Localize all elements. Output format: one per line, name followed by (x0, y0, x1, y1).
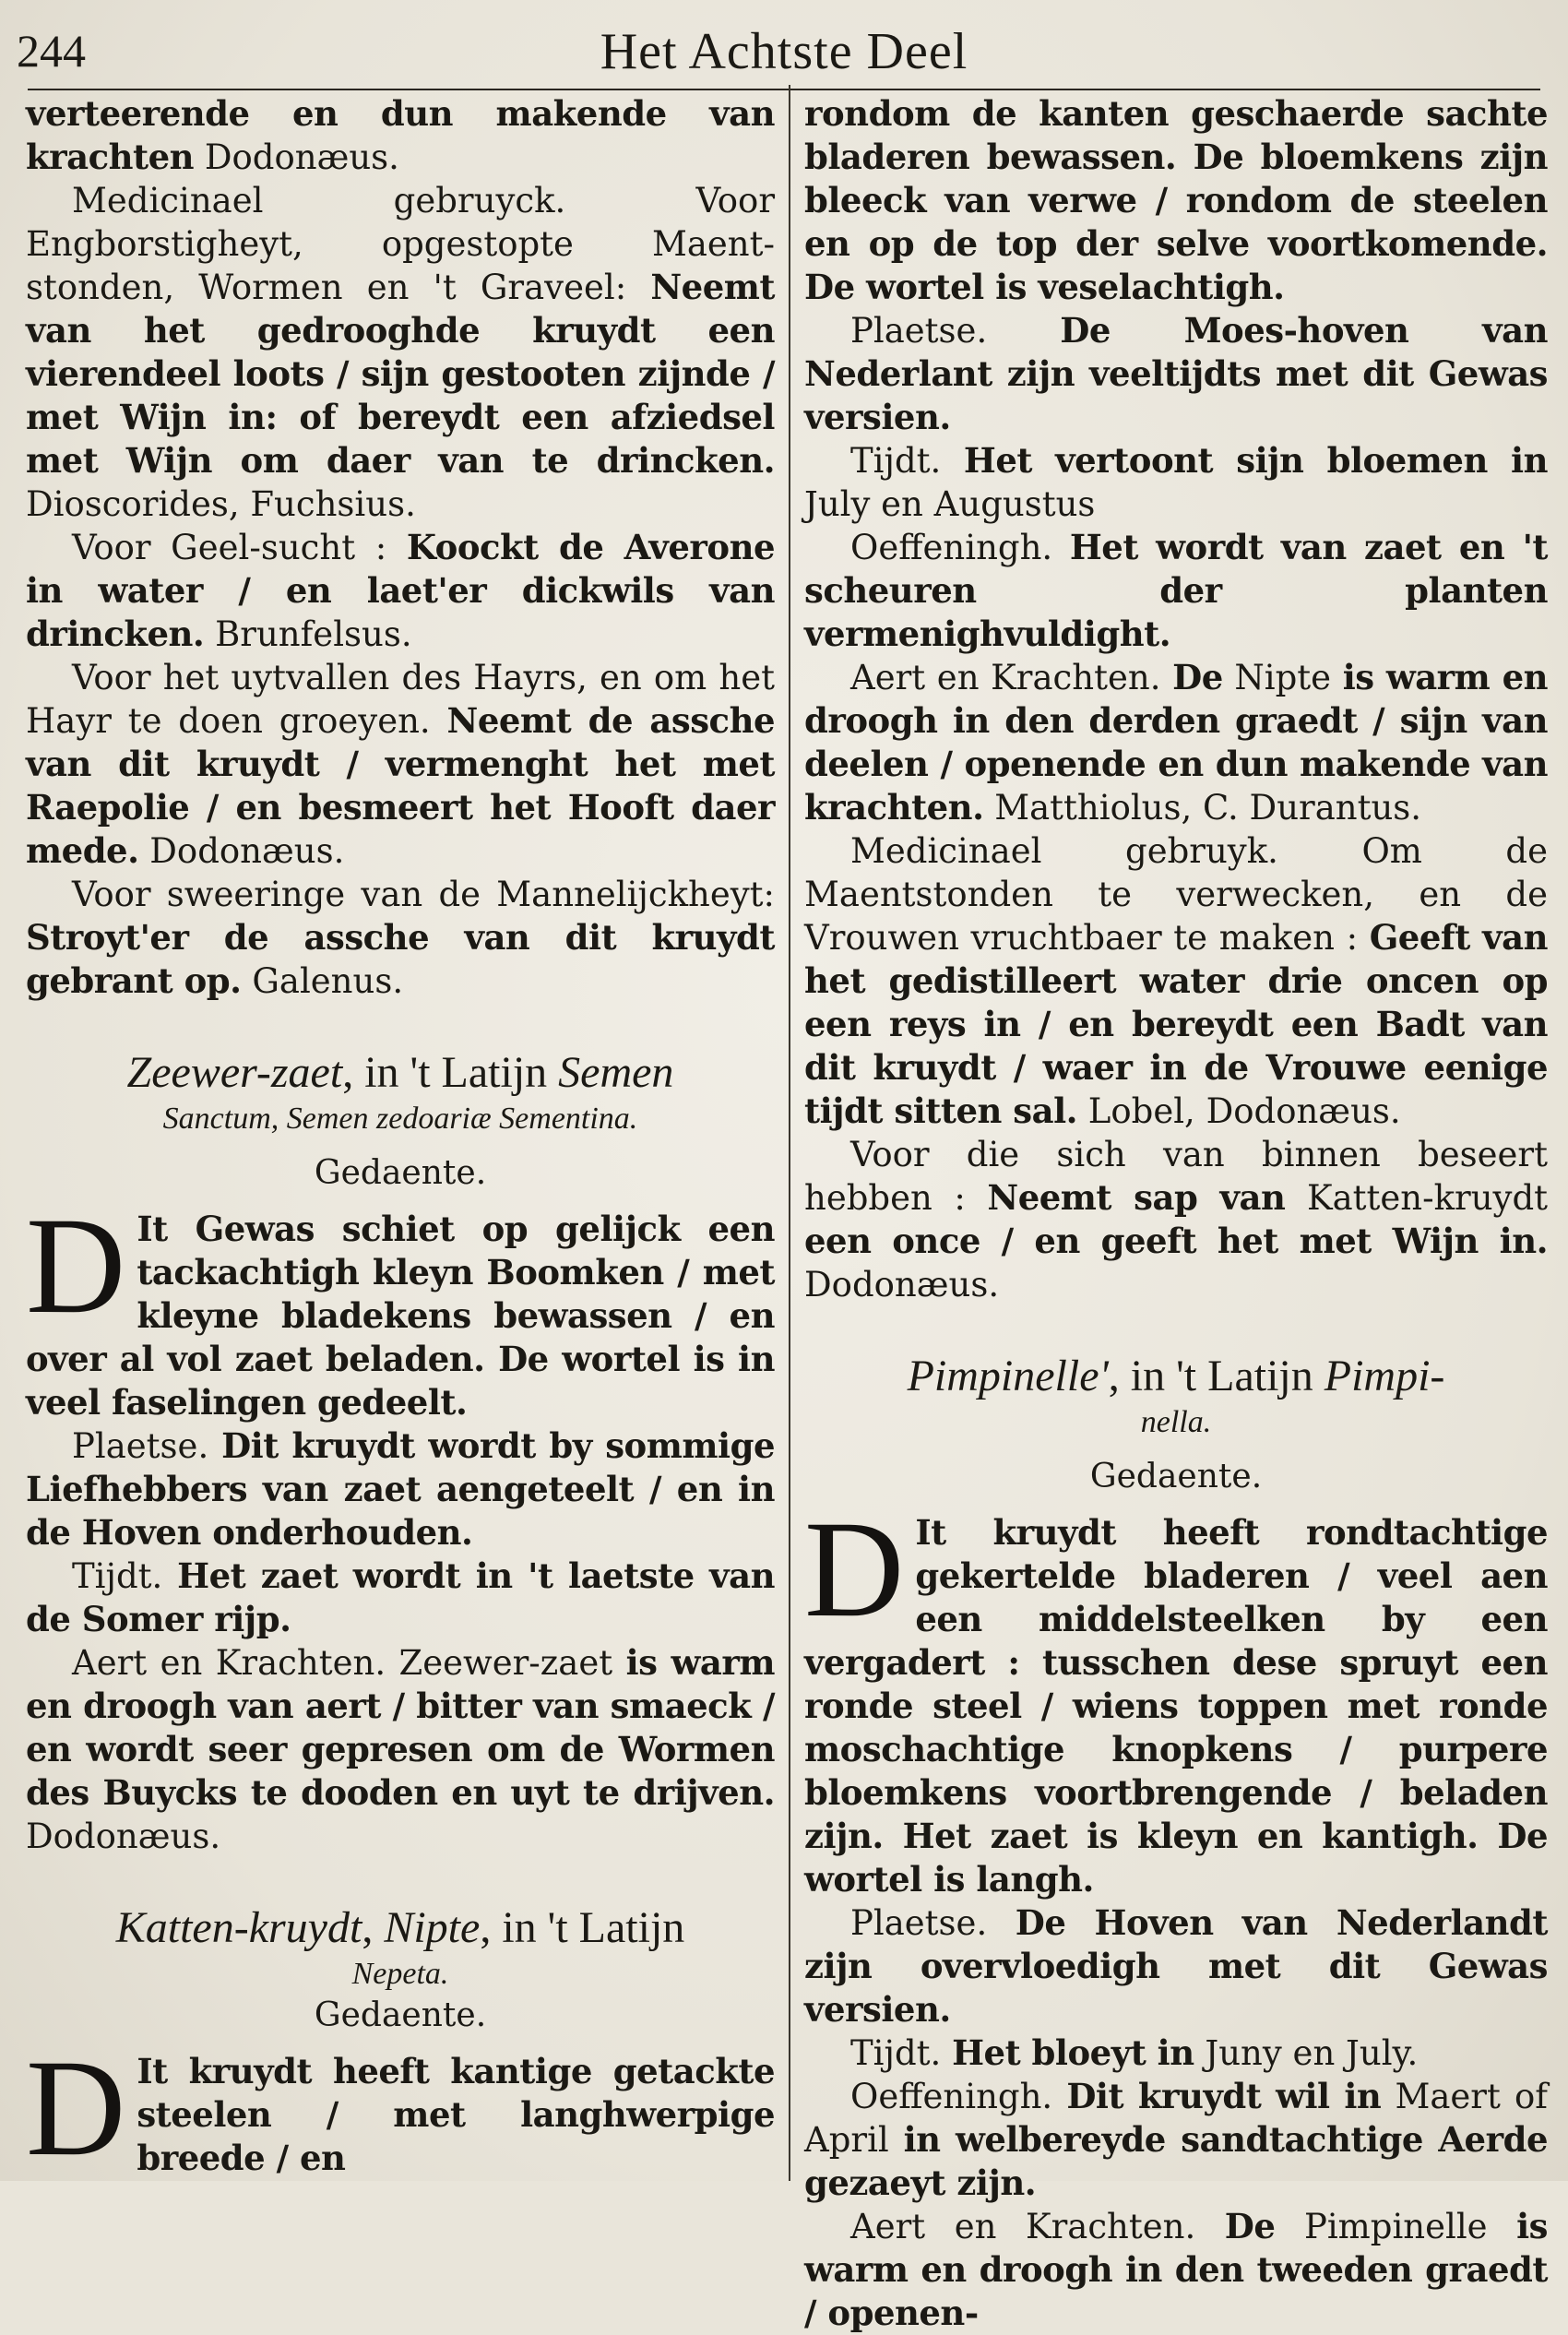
paragraph-dropcap: D It kruydt heeft rondtachtige gekertelde bladeren / veel aen een middelsteelken by een vergadert : tusschen dese spruyt een ronde steel / wiens toppen met ronde moschachtige knopkens / purpere bloemkens voortbrengende / beladen zijn. Het zaet is kleyn en kantigh. De wortel is langh. (804, 1493, 1548, 1900)
paragraph-medicinael: Medicinael gebruyk. Om de Maentstonden te verwecken, en de Vrouwen vruchtbaer te maken : Geeft van het gedistilleert water drie oncen op een reys in / en bereydt een Badt van dit kruydt / waer in de Vrouwe eenige tijdt sitten sal. Lobel, Dodonæus. (804, 831, 1549, 1131)
paragraph-aert: Aert en Krachten. De Nipte is warm en droogh in den derden graedt / sijn van deelen / openende en dun makende van krachten. Matthiolus, C. Durantus. (804, 657, 1549, 828)
paragraph: rondom de kanten geschaerde sachte bladeren bewassen. De bloemkens zijn bleeck van verwe / rondom de steelen en op de top der selve voortkomende. De wortel is veselachtigh. (804, 93, 1548, 307)
paragraph-medicinael: Medicinael gebruyck. Voor Engborstigheyt, opgestopte Maent-stonden, Wormen en 't Graveel: Neemt van het gedrooghde kruydt een vierendeel loots / sijn gestooten zijnde / met Wijn in: of bereydt een afziedsel met Wijn om daer van te drincken. Dioscorides, Fuchsius. (26, 181, 775, 524)
section-subtitle: Nepeta. (351, 1957, 449, 1991)
left-column (26, 92, 776, 2185)
paragraph-hayrs: Voor het uytvallen des Hayrs, en om het Hayr te doen groeyen. Neemt de assche van dit kruydt / vermenght het met Raepolie / en besmeert het Hooft daer mede. Dodonæus. (26, 658, 776, 871)
paragraph-tijdt: Tijdt. Het vertoont sijn bloemen in July en Augustus (804, 440, 1548, 524)
paragraph-dropcap: D It Gewas schiet op gelijck een tackachtigh kleyn Boomken / met kleyne bladekens bewassen / en over al vol zaet beladen. De wortel is in veel faselingen gedeelt. (26, 1189, 775, 1423)
column-divider (789, 85, 790, 2181)
drop-cap: D (26, 2031, 126, 2185)
right-column (804, 92, 1549, 2333)
section-title-pimpinelle: Pimpinelle', in 't Latijn Pimpi- (907, 1352, 1445, 1400)
gedaente-heading: Gedaente. (1089, 1458, 1263, 1495)
paragraph-plaetse: Plaetse. De Hoven van Nederlandt zijn overvloedigh met dit Gewas versien. (804, 1902, 1548, 2030)
section-subtitle: Sanctum, Semen zedoariæ Sementina. (162, 1102, 638, 1136)
drop-cap: D (804, 1493, 905, 1646)
page-header (0, 7, 1568, 89)
paragraph-plaetse: Plaetse. De Moes-hoven van Nederlant zijn veeltijdts met dit Gewas versien. (804, 310, 1548, 437)
paragraph-plaetse: Plaetse. Dit kruydt wordt by sommige Liefhebbers van zaet aengeteelt / en in de Hoven onderhouden. (26, 1425, 775, 1553)
gedaente-heading: Gedaente. (314, 1154, 487, 1192)
running-title: Het Achtste Deel (600, 23, 968, 80)
paragraph-tijdt: Tijdt. Het zaet wordt in 't laetste van de Somer rijp. (26, 1555, 775, 1639)
drop-cap: D (26, 1189, 126, 1342)
paragraph: verteerende en dun makende van krachten Dodonæus. (26, 93, 775, 177)
paragraph-oeffeningh: Oeffeningh. Dit kruydt wil in Maert of April in welbereyde sandtachtige Aerde gezaeyt zijn. (804, 2076, 1549, 2203)
section-title-zeewer-zaet: Zeewer-zaet, in 't Latijn Semen (126, 1048, 674, 1097)
paragraph-aert: Aert en Krachten. De Pimpinelle is warm en droogh in den tweeden graedt / openen- (804, 2206, 1548, 2333)
page-number: 244 (17, 25, 86, 77)
paragraph-tijdt: Tijdt. Het bloeyt in Juny en July. (850, 2032, 1419, 2073)
paragraph-dropcap: D It kruydt heeft kantige getackte steelen / met langhwerpige breede / en (26, 2031, 775, 2185)
header-rule (28, 89, 1540, 90)
paragraph-voor: Voor die sich van binnen beseert hebben : Neemt sap van Katten-kruydt een once / en geeft het met Wijn in. Dodonæus. (804, 1135, 1548, 1305)
gedaente-heading: Gedaente. (314, 1996, 487, 2034)
section-title-katten-kruydt: Katten-kruydt, Nipte, in 't Latijn (115, 1903, 685, 1952)
section-subtitle: nella. (1140, 1405, 1212, 1439)
paragraph-geel-sucht: Voor Geel-sucht : Koockt de Averone in water / en laet'er dickwils van drincken. Brunfelsus. (26, 527, 776, 654)
paragraph-oeffeningh: Oeffeningh. Het wordt van zaet en 't scheuren der planten vermenighvuldight. (804, 527, 1548, 654)
paragraph-sweeringe: Voor sweeringe van de Mannelijckheyt: Stroyt'er de assche van dit kruydt gebrant op. Galenus. (26, 875, 775, 1001)
paragraph-aert: Aert en Krachten. Zeewer-zaet is warm en droogh van aert / bitter van smaeck / en wordt seer gepresen om de Wormen des Buycks te dooden en uyt te drijven. Dodonæus. (26, 1642, 775, 1856)
